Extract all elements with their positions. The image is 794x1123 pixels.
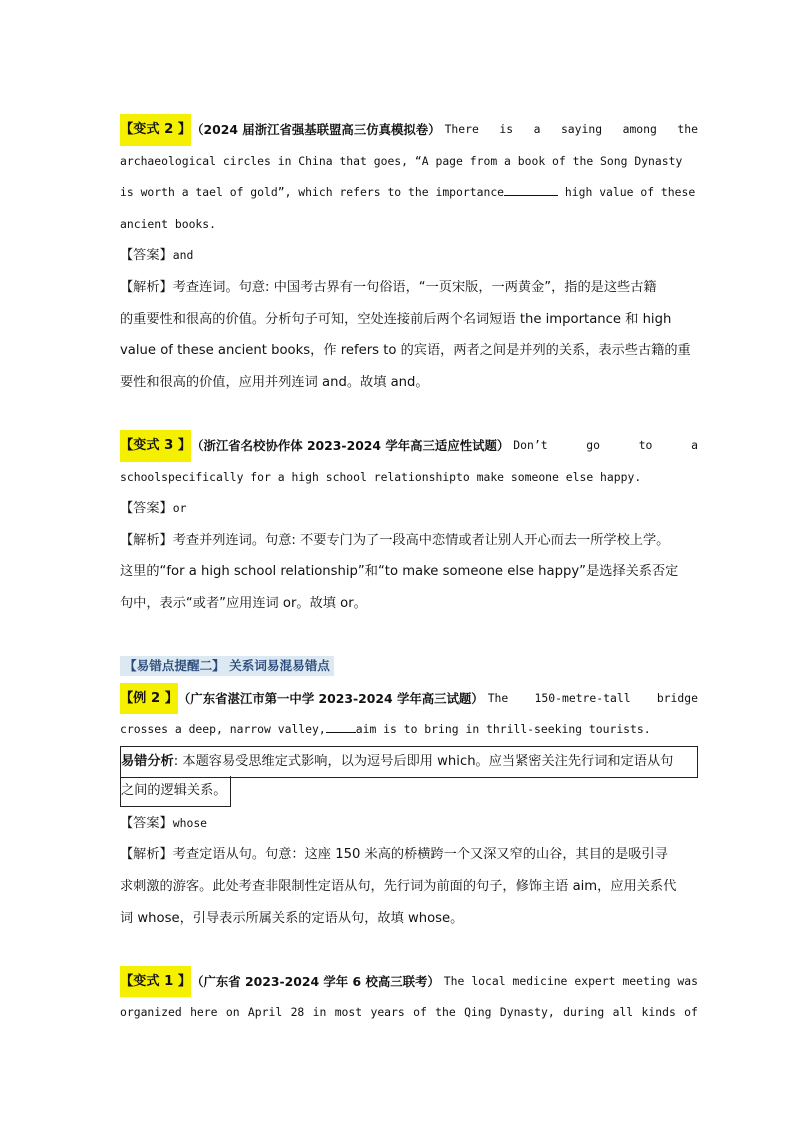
spacer	[120, 398, 698, 430]
question-text: ancient books.	[120, 216, 217, 231]
error-analysis-label: 易错分析	[121, 753, 174, 769]
word: on	[225, 1005, 240, 1020]
answer-label: 【答案】	[120, 501, 173, 517]
word: here	[190, 1005, 218, 1020]
question-source: （2024 届浙江省强基联盟高三仿真模拟卷）	[191, 122, 441, 137]
analysis-text: 要性和很高的价值，应用并列连词 and。故填 and。	[120, 374, 429, 390]
word: during	[563, 1005, 605, 1020]
analysis-text: 考查连词。句意: 中国考古界有一句俗语，“一页宋版，一两黄金”，指的是这些古籍	[172, 279, 657, 295]
question-text	[120, 997, 698, 1029]
word: in	[312, 1005, 327, 1020]
word: the	[435, 1005, 456, 1020]
answer-value: or	[172, 501, 187, 516]
analysis-text: 考查并列连词。句意: 不要专门为了一段高中恋情或者让别人开心而去一所学校上学。	[172, 532, 670, 548]
example-tag: 【例 2 】	[120, 683, 178, 715]
word: Dynasty,	[499, 1005, 555, 1020]
word: of	[413, 1005, 427, 1020]
analysis-text: 的重要性和很高的价值。分析句子可知，空处连接前后两个名词短语 the importance 和 high	[120, 311, 672, 327]
word: all	[612, 1005, 634, 1020]
analysis-label: 【解析】	[120, 847, 173, 863]
word: is	[499, 122, 514, 136]
question-text	[509, 430, 698, 462]
word: The	[443, 973, 465, 988]
question-tag: 【变式 2 】	[120, 114, 191, 146]
word: local	[471, 973, 506, 988]
question-text	[120, 177, 698, 209]
word: 150-metre-tall	[534, 690, 631, 705]
word: expert	[574, 973, 616, 988]
text-segment: crosses a deep, narrow valley,	[120, 722, 326, 737]
error-analysis-box	[120, 746, 698, 808]
analysis-text: 这里的“for a high school relationship”和“to make someone else happy”是选择关系否定	[120, 564, 679, 580]
answer-blank	[504, 182, 558, 196]
question-source: （广东省 2023-2024 学年 6 校高三联考）	[191, 973, 440, 989]
text-segment: high value of these	[564, 185, 696, 200]
example-source: （广东省湛江市第一中学 2023-2024 学年高三试题）	[177, 690, 484, 706]
analysis-label: 【解析】	[120, 279, 173, 295]
spacer	[120, 934, 698, 966]
analysis-line	[120, 272, 698, 304]
word: a	[533, 122, 541, 136]
word: years	[370, 1005, 405, 1020]
question-line	[120, 114, 698, 146]
tip-header: 【易错点提醒二】 关系词易混易错点	[120, 656, 334, 676]
analysis-line	[120, 839, 698, 871]
word: organized	[120, 1005, 182, 1020]
text-segment: is worth a tael of gold”, which refers to the importance	[120, 185, 505, 200]
error-analysis-text: 之间的逻辑关系。	[120, 776, 231, 807]
word: kinds	[641, 1005, 676, 1020]
answer-line	[120, 808, 698, 840]
example-text	[120, 714, 698, 746]
word: meeting	[622, 973, 671, 988]
word: medicine	[512, 973, 568, 988]
question-line	[120, 966, 698, 998]
question-tag: 【变式 1 】	[120, 966, 191, 998]
answer-blank	[326, 719, 356, 733]
question-text: schoolspecifically for a high school relationshipto make someone else happy.	[120, 469, 642, 484]
word: most	[334, 1005, 363, 1020]
word: Don’t	[513, 437, 548, 452]
word: The	[487, 690, 509, 705]
word: go	[586, 437, 600, 452]
error-analysis-line	[120, 746, 698, 778]
word: saying	[560, 122, 603, 136]
analysis-text: 求刺激的游客。此处考查非限制性定语从句，先行词为前面的句子，修饰主语 aim，应用关系代	[120, 879, 677, 895]
word: Qing	[464, 1005, 492, 1020]
answer-label: 【答案】	[120, 248, 173, 264]
example-text	[484, 683, 698, 715]
answer-line	[120, 493, 698, 525]
question-tag: 【变式 3 】	[120, 430, 191, 462]
analysis-line	[120, 525, 698, 557]
word: bridge	[656, 690, 698, 705]
analysis-text: 考查定语从句。句意：这座 150 米高的桥横跨一个又深又窄的山谷，其目的是吸引寻	[172, 847, 668, 863]
word: a	[691, 437, 698, 452]
word: of	[684, 1005, 698, 1020]
word: April	[247, 1005, 283, 1020]
analysis-label: 【解析】	[120, 532, 173, 548]
word: 28	[290, 1005, 305, 1020]
example-line	[120, 683, 698, 715]
analysis-text: 句中，表示“或者”应用连词 or。故填 or。	[120, 595, 367, 611]
word: There	[444, 122, 479, 136]
question-line	[120, 430, 698, 462]
answer-line	[120, 240, 698, 272]
answer-label: 【答案】	[120, 815, 173, 831]
analysis-text: 词 whose，引导表示所属关系的定语从句，故填 whose。	[120, 910, 464, 926]
question-text	[441, 114, 698, 146]
spacer	[120, 620, 698, 652]
question-source: （浙江省名校协作体 2023-2024 学年高三适应性试题）	[191, 437, 510, 453]
word: to	[638, 437, 653, 452]
error-analysis-text: : 本题容易受思维定式影响，以为逗号后即用 which。应当紧密关注先行词和定语从句	[173, 753, 674, 769]
answer-value: and	[172, 248, 194, 263]
question-text: archaeological circles in China that goes, “A page from a book of the Song Dynasty	[120, 153, 683, 168]
tip-header-line	[120, 651, 698, 683]
word: among	[622, 122, 657, 136]
analysis-text: value of these ancient books，作 refers to 的宾语，两者之间是并列的关系，表示些古籍的重	[120, 343, 691, 359]
answer-value: whose	[172, 815, 208, 830]
word: the	[677, 122, 698, 136]
text-segment: aim is to bring in thrill-seeking tourists.	[355, 722, 651, 737]
document-page	[120, 114, 698, 1029]
question-text	[440, 966, 698, 998]
word: was	[677, 973, 698, 988]
